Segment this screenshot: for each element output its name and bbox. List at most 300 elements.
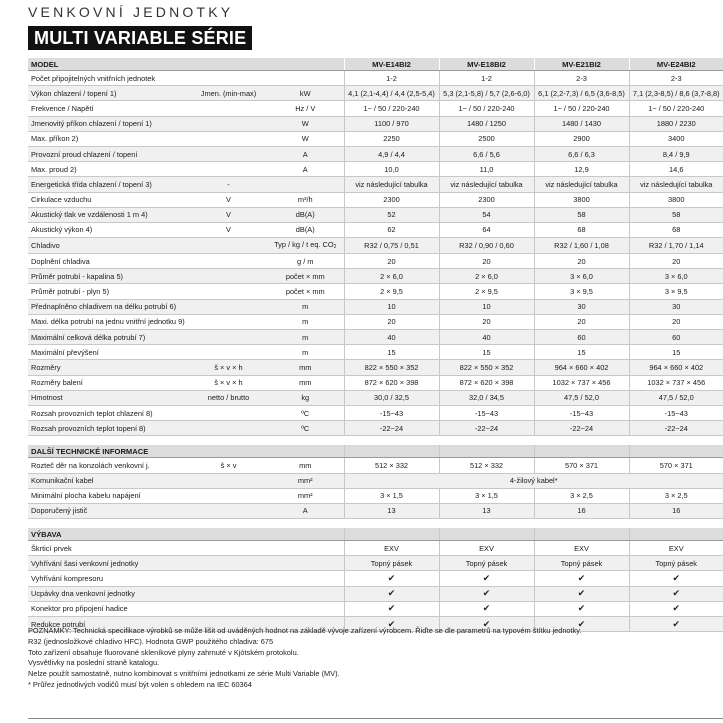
row-value: 10,0 [344,162,439,177]
equipment-cond-cell [190,556,267,571]
row-unit-text: ºC [301,408,310,418]
check-icon: ✔ [577,588,586,599]
row-value: 68 [629,222,723,237]
table-row [28,503,723,518]
table-row [28,101,723,116]
table-row [28,473,723,488]
row-value: 60 [629,330,723,345]
equipment-value: Topný pásek [534,556,629,571]
check-cell [344,601,439,616]
section-filler-cell [267,528,344,541]
row-value: viz následující tabulka [344,177,439,192]
row-label: Chladivo [28,238,190,254]
row-unit [267,360,344,375]
row-label: Rozměry [28,360,190,375]
row-label: Počet připojitelných vnitřních jednotek [28,71,190,86]
row-condition [190,345,267,360]
bottom-rule [28,718,723,719]
equipment-unit-cell [267,586,344,601]
row-unit [267,421,344,436]
row-label: Doporučený jistič [28,503,190,518]
footnote-line: R32 (jednosložkové chladivo HFC). Hodnota GWP použitého chladiva: 675 [28,636,274,646]
table-row [28,222,723,237]
check-icon: ✔ [577,618,586,629]
row-value: 3 × 1,5 [439,488,534,503]
row-value: 1880 / 2230 [629,116,723,131]
row-unit [267,458,344,473]
row-value: 20 [439,314,534,329]
check-cell [344,586,439,601]
row-value: 40 [344,330,439,345]
row-unit [267,71,344,86]
row-unit-text: mm [299,378,312,388]
section-filler-cell [629,445,723,458]
row-condition: V [190,207,267,222]
row-condition: Jmen. (min-max) [190,86,267,101]
row-label: Doplnění chladiva [28,254,190,269]
row-value: 1~ / 50 / 220-240 [629,101,723,116]
check-icon: ✔ [482,573,491,584]
row-value: 10 [344,299,439,314]
row-value: 30 [534,299,629,314]
row-value: 20 [629,254,723,269]
row-value: 6,1 (2,2-7,3) / 6,5 (3,6-8,5) [534,86,629,101]
table-row [28,314,723,329]
row-value: 14,6 [629,162,723,177]
row-unit-text: počet × mm [285,287,325,297]
check-cell [534,601,629,616]
equipment-unit-cell [267,541,344,556]
row-value: 1480 / 1250 [439,116,534,131]
row-value: 1100 / 970 [344,116,439,131]
row-value: 16 [534,503,629,518]
row-value: 2 × 9,5 [439,284,534,299]
table-row [28,131,723,146]
check-cell [344,571,439,586]
row-value: 2900 [534,131,629,146]
catalog-supertitle: VENKOVNÍ JEDNOTKY [28,4,234,20]
header-model-name: MV-E18BI2 [439,58,534,71]
row-condition [190,238,267,254]
row-value: 2500 [439,131,534,146]
row-value: 16 [629,503,723,518]
section-filler-cell [534,528,629,541]
equipment-cond-cell [190,601,267,616]
row-unit [267,101,344,116]
table-row [28,421,723,436]
equipment-value: Topný pásek [629,556,723,571]
row-value: -15~43 [629,405,723,420]
section-title: VÝBAVA [28,528,190,541]
row-label: Cirkulace vzduchu [28,192,190,207]
equipment-row [28,571,723,586]
equipment-value: EXV [629,541,723,556]
table-row [28,177,723,192]
row-unit-text: m [302,332,309,342]
row-unit [267,207,344,222]
row-unit-text: dB(A) [295,210,315,220]
row-condition: netto / brutto [190,390,267,405]
check-icon: ✔ [387,573,396,584]
table-row [28,238,723,254]
row-value: 3 × 2,5 [629,488,723,503]
row-unit-text: m [302,317,309,327]
row-unit-text: kW [299,88,311,98]
row-unit-text: m [302,302,309,312]
row-value: 2-3 [629,71,723,86]
row-unit-text: A [302,506,308,516]
section-filler-cell [534,445,629,458]
row-unit [267,192,344,207]
row-unit-text: dB(A) [295,225,315,235]
row-value: 47,5 / 52,0 [629,390,723,405]
row-value: 1032 × 737 × 456 [629,375,723,390]
row-value: 47,5 / 52,0 [534,390,629,405]
row-unit [267,222,344,237]
row-condition [190,269,267,284]
row-value: 52 [344,207,439,222]
equipment-value: EXV [344,541,439,556]
row-condition: V [190,222,267,237]
row-condition [190,421,267,436]
row-label: Maximální převýšení [28,345,190,360]
row-value: 64 [439,222,534,237]
row-value: 512 × 332 [344,458,439,473]
row-value: 60 [534,330,629,345]
row-value: 3400 [629,131,723,146]
row-unit-text: W [301,134,309,144]
table-row [28,405,723,420]
equipment-cond-cell [190,571,267,586]
check-icon: ✔ [672,573,681,584]
row-value: 3 × 2,5 [534,488,629,503]
check-cell [439,571,534,586]
row-unit-text: kg [301,393,310,403]
row-unit [267,390,344,405]
spec-table [28,58,723,632]
row-unit-text: mm [299,362,312,372]
section-filler-cell [190,528,267,541]
row-value: 15 [534,345,629,360]
row-label: Max. proud 2) [28,162,190,177]
check-cell [629,586,723,601]
row-unit [267,86,344,101]
table-row [28,269,723,284]
check-icon: ✔ [387,603,396,614]
row-condition: š × v × h [190,360,267,375]
row-condition [190,146,267,161]
equipment-row [28,556,723,571]
row-value: 3 × 9,5 [534,284,629,299]
equip-section-header [28,528,723,541]
row-value: 11,0 [439,162,534,177]
check-icon: ✔ [672,618,681,629]
row-merged-value: 4-žilový kabel* [344,473,723,488]
row-value: -15~43 [534,405,629,420]
row-value: 30,0 / 32,5 [344,390,439,405]
equipment-unit-cell [267,556,344,571]
row-label: Komunikační kabel [28,473,190,488]
row-value: -15~43 [344,405,439,420]
row-label: Max. příkon 2) [28,131,190,146]
equipment-value: Topný pásek [344,556,439,571]
row-value: 2300 [344,192,439,207]
equipment-row [28,586,723,601]
row-condition [190,299,267,314]
check-cell [534,586,629,601]
row-value: 6,6 / 5,6 [439,146,534,161]
row-value: 8,4 / 9,9 [629,146,723,161]
row-value: R32 / 1,60 / 1,08 [534,238,629,254]
row-value: 822 × 550 × 352 [344,360,439,375]
row-condition [190,473,267,488]
row-value: 3 × 9,5 [629,284,723,299]
row-value: -15~43 [439,405,534,420]
header-unit-cell [267,58,344,71]
section-filler-cell [344,528,439,541]
row-value: 2250 [344,131,439,146]
equipment-cond-cell [190,541,267,556]
row-value: 2 × 9,5 [344,284,439,299]
row-label: Minimální plocha kabelu napájení [28,488,190,503]
equipment-value: EXV [439,541,534,556]
row-unit-text: g / m [297,256,314,266]
row-condition [190,330,267,345]
check-cell [439,586,534,601]
row-condition: š × v × h [190,375,267,390]
row-value: 10 [439,299,534,314]
row-value: 40 [439,330,534,345]
footnote-line: Nelze použít samostatně, nutno kombinovat s vnitřními jednotkami ze série Multi Variable (MV). [28,669,340,679]
row-label: Průměr potrubí - plyn 5) [28,284,190,299]
row-unit [267,330,344,345]
equipment-label: Vyhřívání šasi venkovní jednotky [28,556,190,571]
row-unit [267,116,344,131]
row-value: -22~24 [534,421,629,436]
row-unit [267,131,344,146]
row-unit-text: mm² [297,491,313,501]
row-value: 3800 [534,192,629,207]
section-title: DALŠÍ TECHNICKÉ INFORMACE [28,445,190,458]
equipment-label: Ucpávky dna venkovní jednotky [28,586,190,601]
equipment-label: Redukce potrubí [28,617,190,632]
equipment-value: Topný pásek [439,556,534,571]
row-unit [267,269,344,284]
section-filler-cell [439,445,534,458]
equipment-row [28,601,723,616]
row-unit-text: mm² [297,476,313,486]
row-value: 15 [439,345,534,360]
row-label: Energetická třída chlazení / topení 3) [28,177,190,192]
row-value: -22~24 [439,421,534,436]
row-label: Maximální celková délka potrubí 7) [28,330,190,345]
row-value: 54 [439,207,534,222]
check-icon: ✔ [482,603,491,614]
row-value: viz následující tabulka [439,177,534,192]
footnotes [28,626,718,691]
row-unit-text: m³/h [297,195,313,205]
row-unit [267,254,344,269]
row-unit-text: A [302,149,308,159]
section-filler-cell [439,528,534,541]
footnote-line: * Průřez jednotlivých vodičů musí být volen s ohledem na IEC 60364 [28,679,252,689]
spec-table-wrapper [28,58,723,632]
table-row [28,330,723,345]
row-value: 3 × 6,0 [629,269,723,284]
row-value: 2 × 6,0 [439,269,534,284]
footnote-line: Toto zařízení obsahuje fluorované skleníkové plyny zahrnuté v Kjótském protokolu. [28,647,299,657]
row-condition: š × v [190,458,267,473]
row-label: Rozteč děr na konzolách venkovní j. [28,458,190,473]
row-value: 20 [629,314,723,329]
check-icon: ✔ [482,618,491,629]
row-value: 13 [344,503,439,518]
row-value: 58 [534,207,629,222]
row-value: 20 [534,254,629,269]
row-unit [267,299,344,314]
check-cell [534,571,629,586]
header-model-label: MODEL [28,58,190,71]
row-unit-text: ºC [301,423,310,433]
spacer-cell [28,519,723,529]
table-row [28,207,723,222]
row-value: 512 × 332 [439,458,534,473]
row-value: 3800 [629,192,723,207]
row-condition: - [190,177,267,192]
row-unit-subscript: 2 [333,244,337,251]
equipment-row [28,541,723,556]
equipment-unit-cell [267,571,344,586]
equipment-cond-cell [190,586,267,601]
row-condition [190,488,267,503]
row-unit [267,473,344,488]
spec-table-body [28,58,723,632]
row-value: 1032 × 737 × 456 [534,375,629,390]
row-value: 1-2 [344,71,439,86]
row-value: 2 × 6,0 [344,269,439,284]
check-icon: ✔ [387,618,396,629]
row-unit [267,162,344,177]
row-unit [267,146,344,161]
equipment-value: EXV [534,541,629,556]
row-label: Rozsah provozních teplot topení 8) [28,421,190,436]
row-value: -22~24 [629,421,723,436]
row-label: Frekvence / Napětí [28,101,190,116]
row-label: Přednaplněno chladivem na délku potrubí 6) [28,299,190,314]
row-value: 68 [534,222,629,237]
header-model-name: MV-E24BI2 [629,58,723,71]
equipment-label: Škrticí prvek [28,541,190,556]
check-icon: ✔ [577,603,586,614]
row-unit [267,503,344,518]
table-row [28,162,723,177]
table-row [28,284,723,299]
table-header-row [28,58,723,71]
row-value: R32 / 0,75 / 0,51 [344,238,439,254]
row-label: Akustický tlak ve vzdálenosti 1 m 4) [28,207,190,222]
row-label: Jmenovitý příkon chlazení / topení 1) [28,116,190,131]
row-value: 32,0 / 34,5 [439,390,534,405]
header-model-name: MV-E21BI2 [534,58,629,71]
row-value: 1-2 [439,71,534,86]
row-value: 872 × 620 × 398 [439,375,534,390]
header-cond-cell [190,58,267,71]
table-row [28,146,723,161]
row-unit-text: Typ / kg / t eq. CO [274,240,334,250]
check-cell [629,571,723,586]
row-condition [190,254,267,269]
row-value: 570 × 371 [534,458,629,473]
row-value: 12,9 [534,162,629,177]
equipment-label: Konektor pro připojení hadice [28,601,190,616]
row-label: Maxi. délka potrubí na jednu vnitřní jednotku 9) [28,314,190,329]
row-value: R32 / 0,90 / 0,60 [439,238,534,254]
footnote-line: POZNÁMKY: Technická specifikace výrobků se může lišit od uváděných hodnot na základě vývoje zařízení výrobcem. Řiďte se dle parametrů na typovém štítku jednotky. [28,626,582,635]
series-title: MULTI VARIABLE SÉRIE [28,26,252,50]
row-value: 20 [344,254,439,269]
row-value: viz následující tabulka [629,177,723,192]
row-condition: V [190,192,267,207]
check-icon: ✔ [577,573,586,584]
row-unit-text: mm [299,460,312,470]
row-value: 2300 [439,192,534,207]
footnote-line: Vysvětlivky na poslední straně katalogu. [28,658,160,668]
row-label: Rozsah provozních teplot chlazení 8) [28,405,190,420]
row-label: Akustický výkon 4) [28,222,190,237]
row-value: 20 [344,314,439,329]
check-cell [629,601,723,616]
table-spacer-row [28,519,723,529]
row-unit-text: W [301,119,309,129]
row-label: Provozní proud chlazení / topení [28,146,190,161]
row-label: Průměr potrubí - kapalina 5) [28,269,190,284]
row-value: 20 [534,314,629,329]
section-filler-cell [344,445,439,458]
row-unit [267,488,344,503]
table-spacer-row [28,436,723,446]
table-row [28,86,723,101]
header-model-name: MV-E14BI2 [344,58,439,71]
row-condition [190,131,267,146]
row-unit [267,375,344,390]
equipment-unit-cell [267,601,344,616]
row-condition [190,503,267,518]
table-row [28,71,723,86]
row-value: 20 [439,254,534,269]
table-row [28,360,723,375]
row-value: 2-3 [534,71,629,86]
row-value: 62 [344,222,439,237]
row-label: Rozměry balení [28,375,190,390]
check-cell [439,601,534,616]
check-icon: ✔ [672,588,681,599]
table-row [28,116,723,131]
row-unit-text: počet × mm [285,271,325,281]
table-row [28,299,723,314]
row-condition [190,71,267,86]
check-icon: ✔ [482,588,491,599]
row-value: 15 [344,345,439,360]
section-filler-cell [190,445,267,458]
row-value: 3 × 1,5 [344,488,439,503]
row-value: 15 [629,345,723,360]
row-value: 30 [629,299,723,314]
check-icon: ✔ [672,603,681,614]
row-unit [267,405,344,420]
row-value: 7,1 (2,3-8,5) / 8,6 (3,7-8,8) [629,86,723,101]
table-row [28,192,723,207]
row-unit [267,314,344,329]
